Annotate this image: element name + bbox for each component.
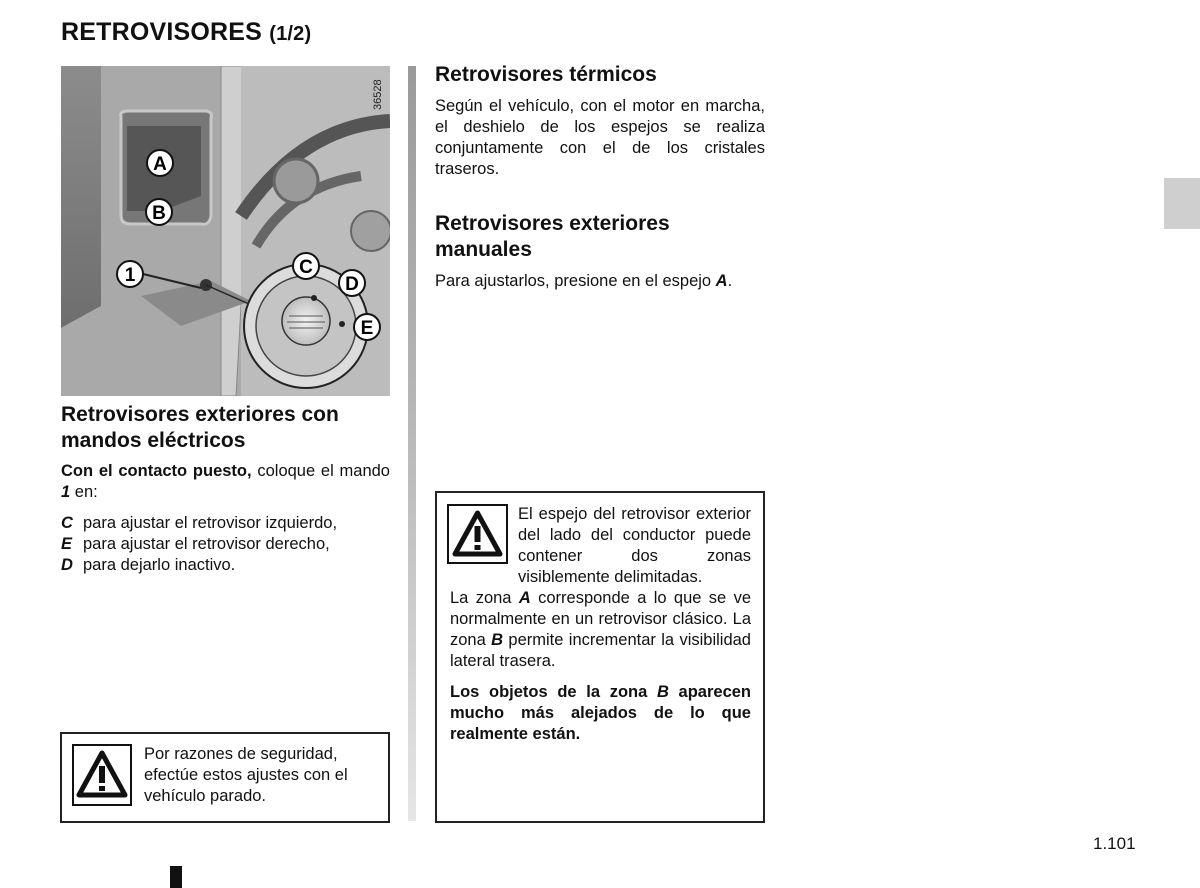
manual-ref-A: A xyxy=(715,272,728,290)
zones-warning-p1 xyxy=(450,588,751,672)
list-item-text: para ajustar el retrovisor derecho, xyxy=(83,535,330,553)
intro-end: en: xyxy=(70,483,98,501)
label-B: B xyxy=(152,203,166,224)
p2-text-b: aparecen mucho más alejados de lo que realmente están. xyxy=(450,683,752,743)
label-A: A xyxy=(153,154,167,175)
figure-ref-number: 36528 xyxy=(372,79,384,110)
list-item xyxy=(61,513,390,534)
list-item-text: para ajustar el retrovisor izquierdo, xyxy=(83,514,338,532)
p2-text-a: Los objetos de la zona xyxy=(450,683,657,701)
electric-mirrors-intro xyxy=(61,461,390,503)
list-item-text: para dejarlo inactivo. xyxy=(83,556,236,574)
list-item-key: C xyxy=(61,514,73,532)
zones-warning-p2 xyxy=(450,682,751,745)
heading-electric-mirrors: Retrovisores exteriores con mandos eléctricos xyxy=(61,403,339,452)
label-1: 1 xyxy=(124,265,136,286)
section-tab xyxy=(1164,178,1200,229)
manual-mirrors-text xyxy=(435,271,765,292)
list-item xyxy=(61,555,390,576)
safety-warning-box xyxy=(60,732,390,823)
position-list xyxy=(61,513,390,576)
page-title xyxy=(61,18,311,47)
manual-text-b: . xyxy=(727,272,733,290)
page-title-text: RETROVISORES xyxy=(61,18,263,46)
page-title-suffix: (1/2) xyxy=(269,23,312,45)
mirror-control-illustration xyxy=(61,66,390,396)
p1-text-b: corresponde a lo que se ve normalmente en un retrovisor clásico. La zona xyxy=(450,589,751,649)
zones-warning-lead: El espejo del retrovisor exterior del lado del conductor puede contener dos zonas visiblemente delimitadas. xyxy=(518,505,751,586)
list-item-key: D xyxy=(61,556,73,574)
intro-bold: Con el contacto puesto, xyxy=(61,462,252,480)
list-item-key: E xyxy=(61,535,73,553)
heading-manual-mirrors: Retrovisores exteriores manuales xyxy=(435,212,670,261)
heated-mirrors-text: Según el vehículo, con el motor en marcha, el deshielo de los espejos se realiza conjuntamente con el de los cristales traseros. xyxy=(435,97,765,178)
print-mark xyxy=(170,866,182,888)
p1-text-c: permite incrementar la visibilidad lateral trasera. xyxy=(450,631,751,670)
column-divider xyxy=(408,66,416,821)
mirror-zones-warning-box xyxy=(435,491,765,823)
safety-warning-text: Por razones de seguridad, efectúe estos ajustes con el vehículo parado. xyxy=(144,745,348,805)
p1-ref-B: B xyxy=(491,631,504,649)
p1-text-a: La zona xyxy=(450,589,519,607)
p2-ref-B: B xyxy=(656,683,669,701)
page-number: 1.101 xyxy=(1093,834,1136,853)
heading-heated-mirrors: Retrovisores térmicos xyxy=(435,63,657,86)
p1-ref-A: A xyxy=(518,589,531,607)
label-C: C xyxy=(299,257,313,278)
label-D: D xyxy=(345,274,359,295)
manual-text-a: Para ajustarlos, presione en el espejo xyxy=(435,272,716,290)
warning-triangle-icon xyxy=(447,504,508,564)
warning-triangle-icon xyxy=(72,744,132,806)
intro-rest: coloque el mando xyxy=(251,462,390,480)
intro-ref: 1 xyxy=(61,483,71,501)
list-item xyxy=(61,534,390,555)
label-E: E xyxy=(360,318,374,339)
